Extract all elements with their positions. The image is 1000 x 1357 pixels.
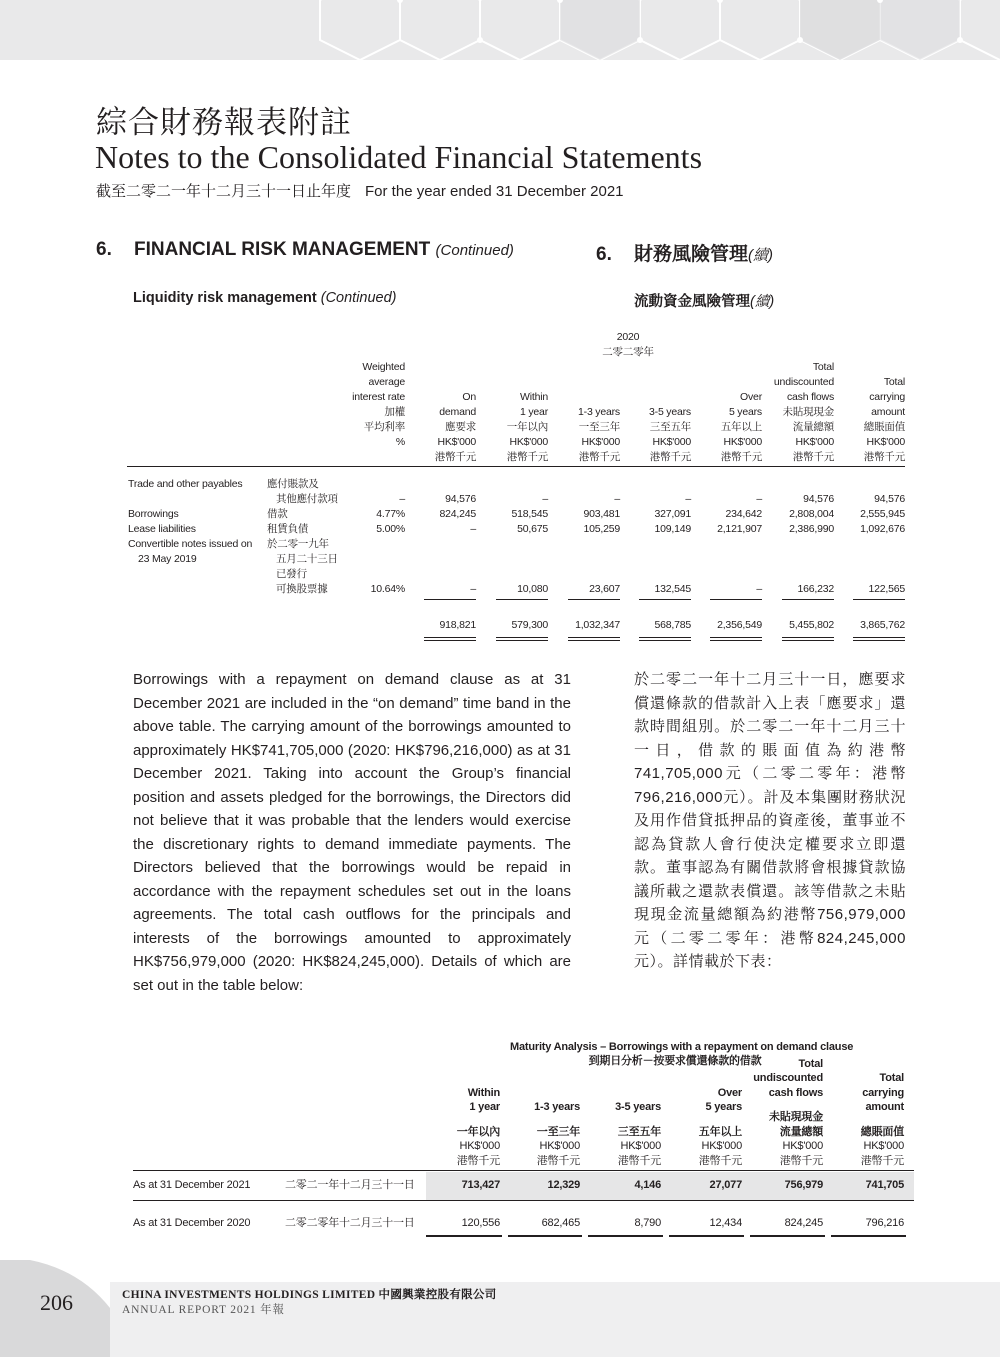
table1-cell: 518,545 <box>511 508 548 520</box>
table1-total-rule <box>496 637 548 638</box>
table1-total-rule <box>782 640 834 641</box>
table1-total-rule <box>782 637 834 638</box>
table1-total-rule <box>853 637 905 638</box>
table2-cell: 8,790 <box>634 1217 661 1229</box>
table1-col-header-en: 1 year <box>520 406 548 418</box>
table1-row-label-cn: 於二零一九年 <box>267 538 329 550</box>
table1-cell: – <box>470 583 476 595</box>
subsection-heading-en <box>133 290 397 306</box>
table1-cell: 109,149 <box>654 523 691 535</box>
table1-col-header-cn: 流量總額 <box>792 421 834 433</box>
table2-bottom-rule <box>588 1235 663 1237</box>
period-subtitle <box>96 180 624 201</box>
table2-col-header-en: amount <box>865 1101 904 1113</box>
subsection-continued-cn: (續) <box>750 294 775 310</box>
table1-cell: 94,576 <box>803 493 834 505</box>
table1-cell: – <box>399 493 405 505</box>
table1-col-header-en: Total <box>883 376 905 388</box>
table1-col-header-en: 5 years <box>728 406 762 418</box>
table2-cell: 796,216 <box>865 1217 904 1229</box>
table1-cell: – <box>685 493 691 505</box>
table2-col-header-en: 1-3 years <box>534 1101 580 1113</box>
footer-company: CHINA INVESTMENTS HOLDINGS LIMITED 中國興業控股有限公司 <box>122 1289 497 1301</box>
section-continued-cn: (續) <box>748 247 774 264</box>
table1-cell: 234,642 <box>725 508 762 520</box>
table1-cell: – <box>542 493 548 505</box>
table2-col-unit: 港幣千元 <box>617 1154 661 1167</box>
table1-cell: 10.64% <box>370 583 405 595</box>
table1-cell: 166,232 <box>797 583 834 595</box>
table2-col-unit: 港幣千元 <box>698 1154 742 1167</box>
table2-col-header-cn: 五年以上 <box>698 1125 742 1138</box>
table1-total-rule <box>424 640 476 641</box>
table1-total-rule <box>853 640 905 641</box>
table1-cell: 10,080 <box>517 583 548 595</box>
table2-col-unit: HK$'000 <box>782 1140 823 1152</box>
table2-col-header-cn: 一年以內 <box>456 1125 500 1138</box>
table1-cell: 2,386,990 <box>789 523 834 535</box>
table1-total-rule <box>568 637 620 638</box>
period-en: For the year ended 31 December 2021 <box>365 183 624 200</box>
table1-row-label-en: Lease liabilities <box>128 523 196 535</box>
table2-col-header-en: carrying <box>862 1086 904 1099</box>
table1-cell: 94,576 <box>874 493 905 505</box>
table2-col-unit: HK$'000 <box>863 1140 904 1152</box>
page-title-cn: 綜合財務報表附註 <box>96 105 352 141</box>
table2-col-unit: HK$'000 <box>459 1140 500 1152</box>
table1-col-header-cn: 應要求 <box>445 421 476 433</box>
table1-col-header-en: 3-5 years <box>649 406 691 418</box>
table1-row-label-en: Trade and other payables <box>128 478 243 490</box>
table1-col-header-cn: 三至五年 <box>649 421 691 433</box>
table2-bottom-rule <box>508 1235 582 1237</box>
table1-col-unit: 港幣千元 <box>434 451 476 463</box>
table1-col-header-en: cash flows <box>786 391 834 403</box>
page-number: 206 <box>40 1290 73 1315</box>
subsection-heading-cn <box>634 290 774 311</box>
table2-bottom-rule <box>669 1235 744 1237</box>
page-title-en: Notes to the Consolidated Financial Statements <box>95 139 703 175</box>
table2-col-header-cn: 流量總額 <box>779 1125 823 1138</box>
table1-col-unit: HK$'000 <box>723 436 762 448</box>
table2-bottom-rule <box>750 1235 825 1237</box>
table1-total-rule <box>568 640 620 641</box>
table2-header-rule <box>133 1170 914 1171</box>
subsection-continued-en: (Continued) <box>320 290 397 306</box>
table1-col-unit: HK$'000 <box>437 436 476 448</box>
table1-total-cell: 579,300 <box>511 619 548 631</box>
table2-col-header-en: 5 years <box>705 1101 742 1113</box>
footer-report: ANNUAL REPORT 2021 年報 <box>122 1304 285 1316</box>
table2-cell: 12,329 <box>547 1179 580 1191</box>
table2-col-unit: 港幣千元 <box>779 1154 823 1167</box>
table2-col-unit: HK$'000 <box>701 1140 742 1152</box>
table1-cell: 2,555,945 <box>860 508 905 520</box>
paragraph-cn: 於二零二一年十二月三十一日，應要求償還條款的借款計入上表「應要求」還款時間組別。於二零二一年十二月三十一日，借款的賬面值為約港幣741,705,000元（二零二零年：港幣796,216,000元）。計及本集團財務狀況及用作借貸抵押品的資產後，董事並不認為貸款人會行使決定權要求立即還款。董事認為有關借款將會根據貸款協議所載之還款表償還。該等借款之未貼現現金流量總額為約港幣756,979,000元（二零二零年：港幣824,245,000元）。詳情載於下表： <box>634 671 906 970</box>
table1-cell: 94,576 <box>445 493 476 505</box>
table1-cell: 23,607 <box>589 583 620 595</box>
section-title-en: FINANCIAL RISK MANAGEMENT <box>134 239 431 260</box>
table1-cell: – <box>756 493 762 505</box>
table2-row-label-cn: 二零二一年十二月三十一日 <box>285 1179 415 1191</box>
table2-col-header-en: 1 year <box>469 1101 500 1113</box>
table1-col-header-cn: 五年以上 <box>720 421 762 433</box>
table1-col-header-cn: 總賬面值 <box>863 421 905 433</box>
table1-total-cell: 568,785 <box>654 619 691 631</box>
table2-col-unit: 港幣千元 <box>860 1154 904 1167</box>
table1-col-unit: 港幣千元 <box>578 451 620 463</box>
table1-cell: 2,121,907 <box>717 523 762 535</box>
section-number-cn: 6. <box>596 244 612 265</box>
table1-col-unit: 港幣千元 <box>506 451 548 463</box>
table2-col-unit: HK$'000 <box>620 1140 661 1152</box>
table2-col-header-en: Total <box>798 1057 823 1070</box>
table1-col-header-en: Weighted <box>362 361 405 373</box>
table2-col-header-cn: 未貼現現金 <box>769 1111 823 1123</box>
table1-total-rule <box>639 637 691 638</box>
table1-col-unit: HK$'000 <box>652 436 691 448</box>
header-banner <box>0 0 1000 60</box>
table1-subtotal-rule <box>639 599 691 600</box>
table1-total-cell: 918,821 <box>439 619 476 631</box>
table1-col-unit: 港幣千元 <box>792 451 834 463</box>
table1-col-header-en: undiscounted <box>773 376 834 388</box>
table2-col-header-en: Over <box>717 1086 742 1099</box>
section-title-cn: 財務風險管理 <box>634 244 749 265</box>
table1-subtotal-rule <box>782 599 834 600</box>
table1-cell: 2,808,004 <box>789 508 834 520</box>
table1-total-rule <box>639 640 691 641</box>
table2-col-unit: HK$'000 <box>539 1140 580 1152</box>
table2-title-en: Maturity Analysis – Borrowings with a repayment on demand clause <box>510 1041 854 1053</box>
table1-col-header-en: Total <box>812 361 834 373</box>
table1-total-rule <box>496 640 548 641</box>
table1-col-unit: % <box>395 436 405 448</box>
table1-total-cell: 1,032,347 <box>575 619 620 631</box>
table2-cell: 824,245 <box>784 1217 823 1229</box>
hexagon-pattern-icon <box>0 0 1000 60</box>
table1-subtotal-rule <box>568 599 620 600</box>
table2-cell: 4,146 <box>634 1179 661 1191</box>
table2-cell: 12,434 <box>709 1217 742 1229</box>
table2-col-header-cn: 一至三年 <box>536 1125 580 1138</box>
table1-col-header-en: average <box>368 376 405 388</box>
table1-col-unit: HK$'000 <box>866 436 905 448</box>
table1-subtotal-rule <box>710 599 762 600</box>
table1-cell: 50,675 <box>517 523 548 535</box>
table2-row-label-en: As at 31 December 2020 <box>133 1217 251 1229</box>
table2-cell: 682,465 <box>541 1217 580 1229</box>
table1-cell: 327,091 <box>654 508 691 520</box>
table2-row-label-cn: 二零二零年十二月三十一日 <box>285 1217 415 1229</box>
table1-col-unit: 港幣千元 <box>720 451 762 463</box>
table1-col-unit: 港幣千元 <box>649 451 691 463</box>
section-number-en: 6. <box>96 239 112 260</box>
table2-col-unit: 港幣千元 <box>536 1154 580 1167</box>
table1-row-label-cn: 借款 <box>267 508 288 520</box>
table2-bottom-rule <box>831 1235 906 1237</box>
table1-row-label-cn: 已發行 <box>276 568 307 580</box>
subsection-title-cn: 流動資金風險管理 <box>634 294 750 310</box>
table1-col-header-en: demand <box>439 406 476 418</box>
table2-cell: 713,427 <box>461 1179 500 1191</box>
table1-cell: 824,245 <box>439 508 476 520</box>
table1-col-header-cn: 加權 <box>384 406 405 418</box>
table1-cell: 105,259 <box>583 523 620 535</box>
table1-col-header-en: amount <box>871 406 905 418</box>
table1-col-header-cn: 平均利率 <box>363 421 405 433</box>
table2-col-header-en: 3-5 years <box>615 1101 661 1113</box>
table1-cell: 1,092,676 <box>860 523 905 535</box>
table1-col-header-en: On <box>462 391 476 403</box>
table1-cell: 903,481 <box>583 508 620 520</box>
table1-col-unit: 港幣千元 <box>863 451 905 463</box>
table2-col-header-en: undiscounted <box>753 1072 823 1084</box>
table2-col-header-cn: 總賬面值 <box>860 1125 904 1138</box>
table1-cell: – <box>470 523 476 535</box>
table1-row-label-en: Borrowings <box>128 508 179 520</box>
table1-col-header-en: Within <box>520 391 548 403</box>
table2-col-header-en: Within <box>467 1086 500 1099</box>
table1-total-rule <box>424 637 476 638</box>
table1-row-label-cn: 其他應付款項 <box>276 493 338 505</box>
table2-row-rule <box>133 1200 914 1201</box>
table1-cell: 132,545 <box>654 583 691 595</box>
table1-total-cell: 5,455,802 <box>789 619 834 631</box>
subsection-title-en: Liquidity risk management <box>133 290 317 306</box>
table1-subtotal-rule <box>496 599 548 600</box>
table2-cell: 120,556 <box>461 1217 500 1229</box>
table1-col-header-en: carrying <box>869 391 905 403</box>
table2-cell: 27,077 <box>709 1179 742 1191</box>
table1-cell: – <box>614 493 620 505</box>
table1-col-header-cn: 一年以內 <box>506 421 548 433</box>
table1-total-rule <box>710 640 762 641</box>
table1-total-cell: 3,865,762 <box>860 619 905 631</box>
table1-row-label-cn: 五月二十三日 <box>276 553 338 565</box>
table1-row-label-cn: 應付賬款及 <box>267 478 319 490</box>
section-heading-en <box>96 239 514 261</box>
table1-col-unit: HK$'000 <box>581 436 620 448</box>
paragraph-en: Borrowings with a repayment on demand clause as at 31 December 2021 are included in the “on demand” time band in the above table. The carrying amount of the borrowings amounted to approximately HK$741,705,000 (2020: HK$796,216,000) as at 31 December 2021. Taking into account the Group’s financial position and assets pledged for the borrowings, the Directors did not believe that it was probable that the lenders would exercise the discretionary rights to demand immediate payments. The Directors believed that the borrowings would be repaid in accordance with the repayment schedules set out in the loans agreements. The total cash outflows for the principals and interests of the borrowings amounted to approximately HK$756,979,000 (2020: HK$824,245,000). Details of which are set out in the table below: <box>133 671 571 994</box>
period-cn: 截至二零二一年十二月三十一日止年度 <box>96 183 352 200</box>
section-continued-en: (Continued) <box>435 242 514 259</box>
table1-total-rule <box>710 637 762 638</box>
table1-col-header-en: interest rate <box>352 391 405 403</box>
table2-col-header-en: cash flows <box>768 1086 823 1099</box>
table2-cell: 741,705 <box>865 1179 904 1191</box>
table1-row-label-cn: 租賃負債 <box>267 523 309 535</box>
table2-title-cn: 到期日分析－按要求償還條款的借款 <box>588 1055 762 1067</box>
table2-bottom-rule <box>426 1235 502 1237</box>
table1-total-cell: 2,356,549 <box>717 619 762 631</box>
table1-col-unit: HK$'000 <box>795 436 834 448</box>
table2-col-unit: 港幣千元 <box>456 1154 500 1167</box>
table1-cell: 122,565 <box>868 583 905 595</box>
table2-col-header-cn: 三至五年 <box>617 1125 661 1138</box>
table1-col-header-en: Over <box>740 391 762 403</box>
table1-col-header-cn: 一至三年 <box>578 421 620 433</box>
table1-row-label-en: 23 May 2019 <box>138 553 197 565</box>
table1-col-unit: HK$'000 <box>509 436 548 448</box>
table1-header-rule <box>127 466 905 467</box>
table1-row-label-cn: 可換股票據 <box>276 583 328 595</box>
table2-cell: 756,979 <box>784 1179 823 1191</box>
table1-cell: – <box>756 583 762 595</box>
table1-cell: 4.77% <box>376 508 405 520</box>
table1-row-label-en: Convertible notes issued on <box>128 538 253 550</box>
table1-cell: 5.00% <box>376 523 405 535</box>
table1-subtotal-rule <box>424 599 476 600</box>
table2-col-header-en: Total <box>879 1072 904 1084</box>
table1-col-header-en: 1-3 years <box>578 406 620 418</box>
table2-row-label-en: As at 31 December 2021 <box>133 1179 251 1191</box>
table1-subtotal-rule <box>853 599 905 600</box>
table1-col-header-cn: 未貼現現金 <box>782 406 834 418</box>
section-heading-cn <box>596 239 773 266</box>
